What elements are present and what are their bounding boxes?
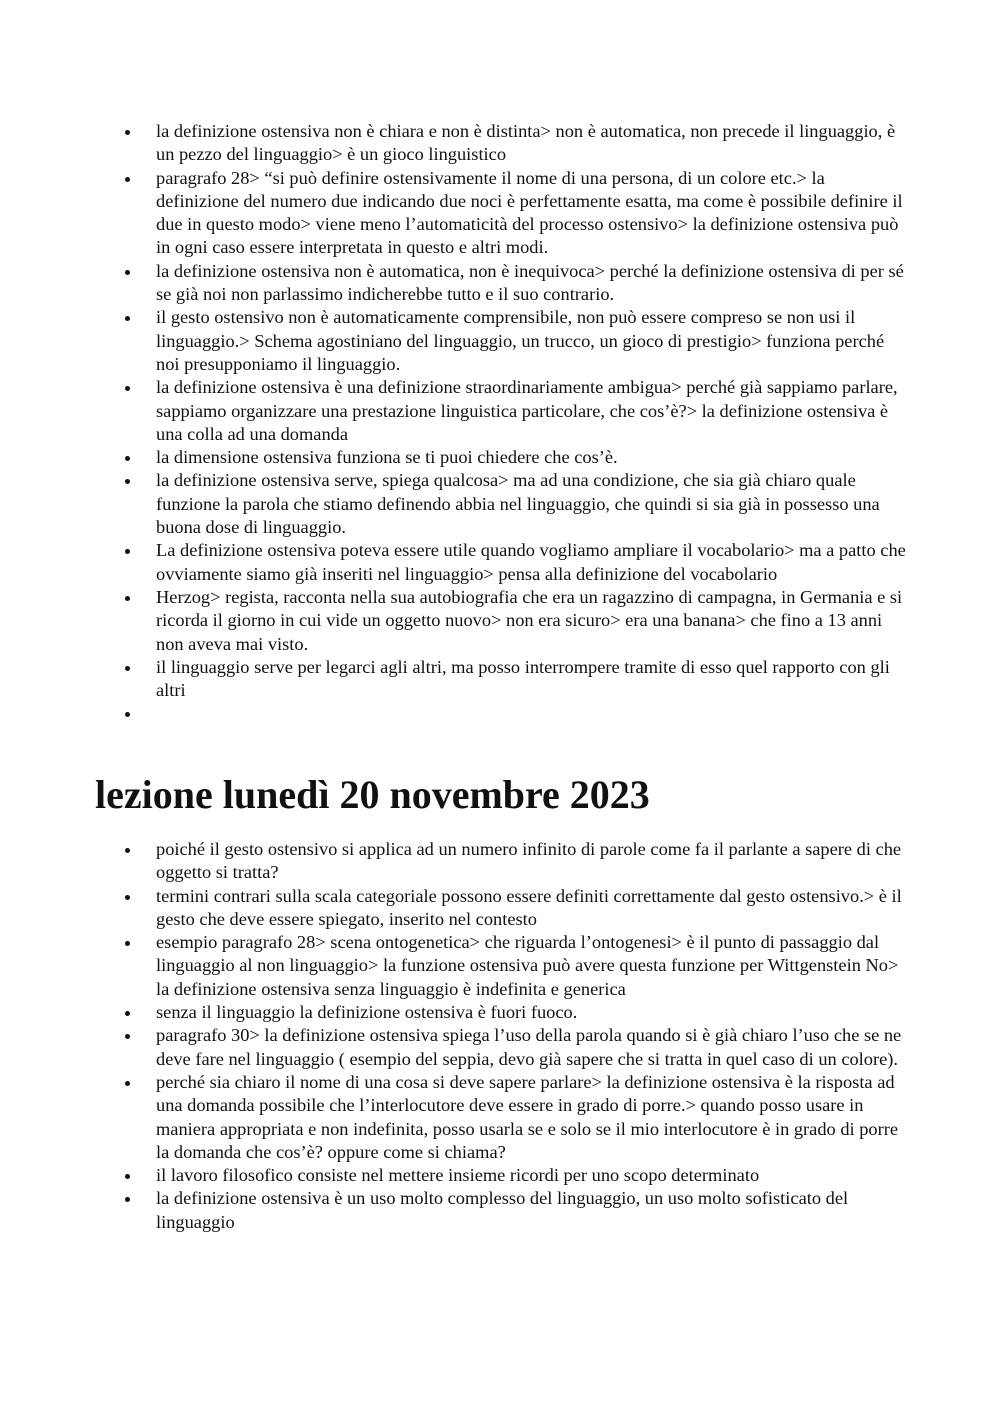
- list-item: [120, 838, 910, 885]
- bullet-icon: [125, 316, 130, 321]
- bullet-icon: [125, 130, 130, 135]
- bullet-icon: [125, 941, 130, 946]
- list-item-text: La definizione ostensiva poteva essere utile quando vogliamo ampliare il vocabolario> ma a patto che ovviamente siamo già inseriti nel linguaggio> pensa alla definizione del vocabolario: [156, 540, 906, 584]
- list-item-text: la definizione ostensiva è un uso molto complesso del linguaggio, un uso molto sofisticato del linguaggio: [156, 1188, 849, 1232]
- bullet-icon: [125, 1011, 130, 1016]
- list-item-text: il lavoro filosofico consiste nel mettere insieme ricordi per uno scopo determinato: [156, 1165, 760, 1186]
- bullet-icon: [125, 549, 130, 554]
- list-item: [120, 446, 910, 469]
- list-item-empty: [120, 702, 910, 725]
- bullet-icon: [125, 895, 130, 900]
- bullet-icon: [125, 1034, 130, 1039]
- notes-list-first: [120, 120, 910, 726]
- list-item: [120, 260, 910, 307]
- bullet-icon: [125, 270, 130, 275]
- list-item: [120, 469, 910, 539]
- list-item-text: il gesto ostensivo non è automaticamente comprensibile, non può essere compreso se non usi il linguaggio.> Schema agostiniano del linguaggio, un trucco, un gioco di prestigio> funziona perché noi presupponiamo il linguaggio.: [156, 307, 885, 374]
- list-item-text: la dimensione ostensiva funziona se ti puoi chiedere che cos’è.: [156, 447, 618, 468]
- list-item: [120, 931, 910, 1001]
- list-item: [120, 120, 910, 167]
- list-item-text: la definizione ostensiva è una definizione straordinariamente ambigua> perché già sappiamo parlare, sappiamo organizzare una prestazione linguistica particolare, che cos’è?> la definizione ostensiva è una colla ad una domanda: [156, 377, 898, 444]
- list-item: [120, 306, 910, 376]
- bullet-icon: [125, 177, 130, 182]
- list-item-text: la definizione ostensiva non è chiara e non è distinta> non è automatica, non precede il linguaggio, è un pezzo del linguaggio> è un gioco linguistico: [156, 121, 896, 165]
- bullet-icon: [125, 456, 130, 461]
- list-item-text: la definizione ostensiva serve, spiega qualcosa> ma ad una condizione, che sia già chiaro quale funzione la parola che stiamo definendo abbia nel linguaggio, che quindi si sia già in possesso una buona dose di linguaggio.: [156, 470, 880, 538]
- list-item-text: Herzog> regista, racconta nella sua autobiografia che era un ragazzino di campagna, in Germania e si ricorda il giorno in cui vide un oggetto nuovo> non era sicuro> era una banana> che fino a 13 anni non aveva mai visto.: [156, 586, 903, 654]
- list-item: [120, 539, 910, 586]
- list-item: [120, 885, 910, 932]
- lesson-heading: lezione lunedì 20 novembre 2023: [95, 772, 650, 817]
- list-item: [120, 1024, 910, 1071]
- list-item-text: poiché il gesto ostensivo si applica ad un numero infinito di parole come fa il parlante a sapere di che oggetto si tratta?: [156, 839, 902, 883]
- list-item: [120, 1164, 910, 1187]
- bullet-icon: [125, 666, 130, 671]
- list-item-text: la definizione ostensiva non è automatica, non è inequivoca> perché la definizione ostensiva di per sé se già noi non parlassimo indicherebbe tutto e il suo contrario.: [156, 260, 904, 305]
- list-item-text: termini contrari sulla scala categoriale possono essere definiti correttamente dal gesto ostensivo.> è il gesto che deve essere spiegato, inserito nel contesto: [156, 885, 902, 929]
- list-item: [120, 1001, 910, 1024]
- list-item-text: senza il linguaggio la definizione ostensiva è fuori fuoco.: [156, 1002, 578, 1023]
- list-item-text: esempio paragrafo 28> scena ontogenetica> che riguarda l’ontogenesi> è il punto di passaggio dal linguaggio al non linguaggio> la funzione ostensiva può avere questa funzione per Wittgenstein No> la definizione ostensiva senza linguaggio è indefinita e generica: [156, 932, 899, 999]
- list-item-text: il linguaggio serve per legarci agli altri, ma posso interrompere tramite di esso quel rapporto con gli altri: [156, 656, 890, 701]
- bullet-icon: [125, 386, 130, 391]
- bullet-icon: [125, 1197, 130, 1202]
- list-item: [120, 376, 910, 446]
- bullet-icon: [125, 596, 130, 601]
- list-item-text: paragrafo 30> la definizione ostensiva spiega l’uso della parola quando si è già chiaro l’uso che se ne deve fare nel linguaggio ( esempio del seppia, devo già sapere che si tratta in quel caso di un colore).: [156, 1025, 902, 1069]
- bullet-icon: [125, 1174, 130, 1179]
- list-item: [120, 167, 910, 260]
- notes-list-second: [120, 838, 910, 1234]
- list-item-text: paragrafo 28> “si può definire ostensivamente il nome di una persona, di un colore etc.> la definizione del numero due indicando due noci è perfettamente esatta, ma come è possibile definire il due in questo modo> viene meno l’automaticità del processo ostensivo> la definizione ostensiva può in ogni caso essere interpretata in questo e altri modi.: [156, 167, 903, 258]
- list-item: [120, 1187, 910, 1234]
- list-item-text: perché sia chiaro il nome di una cosa si deve sapere parlare> la definizione ostensiva è la risposta ad una domanda possibile che l’interlocutore deve essere in grado di porre.> quando posso usare in maniera appropriata e non indefinita, posso usarla se e solo se il mio interlocutore è in grado di porre la domanda che cos’è? oppure come si chiama?: [156, 1071, 899, 1162]
- bullet-icon: [125, 1081, 130, 1086]
- bullet-icon: [125, 712, 130, 717]
- list-item: [120, 1071, 910, 1164]
- list-item: [120, 586, 910, 656]
- bullet-icon: [125, 479, 130, 484]
- bullet-icon: [125, 848, 130, 853]
- list-item: [120, 656, 910, 703]
